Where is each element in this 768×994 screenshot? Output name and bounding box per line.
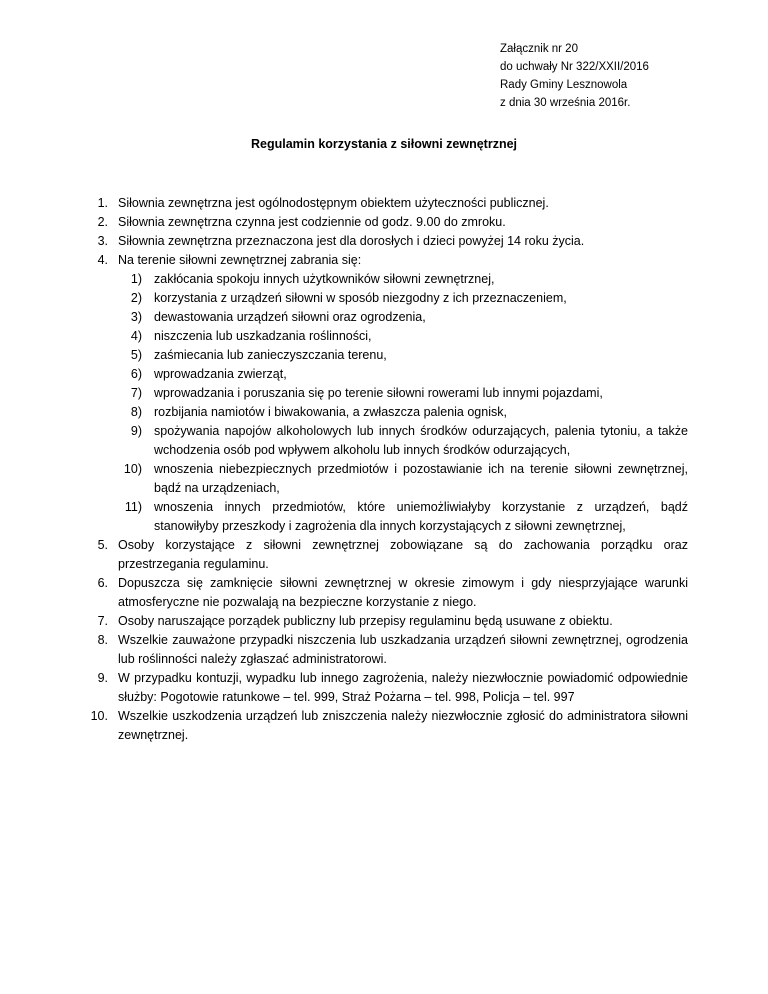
list-item <box>82 574 688 612</box>
list-item <box>82 536 688 574</box>
attachment-line: Załącznik nr 20 <box>500 43 578 55</box>
list-item <box>82 232 688 251</box>
sub-item-text: wnoszenia innych przedmiotów, które uniemożliwiałyby korzystanie z urządzeń, bądź stanowiłyby przeszkody i zagrożenia dla innych korzystających z siłowni zewnętrznej, <box>154 500 688 533</box>
item-text: Na terenie siłowni zewnętrznej zabrania się: <box>118 253 362 267</box>
list-item <box>82 707 688 745</box>
sub-item-text: korzystania z urządzeń siłowni w sposób niezgodny z ich przeznaczeniem, <box>154 291 567 305</box>
sub-item-number: 4) <box>130 329 142 343</box>
item-number: 10. <box>90 709 108 723</box>
sub-list-item <box>118 460 688 498</box>
sub-item-text: wprowadzania zwierząt, <box>154 367 287 381</box>
council-line: Rady Gminy Lesznowola <box>500 79 628 91</box>
item-number: 1. <box>97 196 108 210</box>
item-text: Siłownia zewnętrzna jest ogólnodostępnym obiektem użyteczności publicznej. <box>118 196 549 210</box>
item-number: 8. <box>97 633 108 647</box>
item-number: 6. <box>97 576 108 590</box>
item-text: Wszelkie zauważone przypadki niszczenia lub uszkadzania urządzeń siłowni zewnętrznej, ogrodzenia lub roślinności należy zgłaszać administratorowi. <box>118 633 688 666</box>
sub-item-number: 10) <box>123 462 142 476</box>
sub-item-text: rozbijania namiotów i biwakowania, a zwłaszcza palenia ognisk, <box>154 405 507 419</box>
item-number: 2. <box>97 215 108 229</box>
list-item <box>82 251 688 536</box>
sub-list-item <box>118 498 688 536</box>
sub-list-item <box>118 308 688 327</box>
list-item <box>82 194 688 213</box>
sub-list-item <box>118 289 688 308</box>
sub-item-number: 9) <box>130 424 142 438</box>
sub-item-number: 1) <box>130 272 142 286</box>
list-item <box>82 669 688 707</box>
sub-item-number: 5) <box>130 348 142 362</box>
list-item <box>82 213 688 232</box>
sub-list-item <box>118 422 688 460</box>
sub-item-number: 7) <box>130 386 142 400</box>
sub-item-number: 3) <box>130 310 142 324</box>
item-number: 7. <box>97 614 108 628</box>
sub-item-text: wnoszenia niebezpiecznych przedmiotów i pozostawianie ich na terenie siłowni zewnętrznej, bądź na urządzeniach, <box>154 462 688 495</box>
sub-item-text: wprowadzania i poruszania się po terenie siłowni rowerami lub innymi pojazdami, <box>154 386 603 400</box>
prohibitions-list <box>118 270 688 536</box>
item-text: Osoby naruszające porządek publiczny lub przepisy regulaminu będą usuwane z obiektu. <box>118 614 613 628</box>
sub-list-item <box>118 384 688 403</box>
sub-list-item <box>118 327 688 346</box>
regulations-body <box>82 194 688 745</box>
sub-item-text: zaśmiecania lub zanieczyszczania terenu, <box>154 348 387 362</box>
sub-item-text: niszczenia lub uszkadzania roślinności, <box>154 329 372 343</box>
sub-item-number: 6) <box>130 367 142 381</box>
list-item <box>82 612 688 631</box>
regulations-list <box>82 194 688 745</box>
sub-item-number: 2) <box>130 291 142 305</box>
item-number: 3. <box>97 234 108 248</box>
item-number: 5. <box>97 538 108 552</box>
item-text: Dopuszcza się zamknięcie siłowni zewnętrznej w okresie zimowym i gdy niesprzyjające warunki atmosferyczne nie pozwalają na bezpieczne korzystanie z niego. <box>118 576 688 609</box>
sub-list-item <box>118 403 688 422</box>
item-text: Wszelkie uszkodzenia urządzeń lub zniszczenia należy niezwłocznie zgłosić do administratora siłowni zewnętrznej. <box>118 709 688 742</box>
item-number: 9. <box>97 671 108 685</box>
item-text: W przypadku kontuzji, wypadku lub innego zagrożenia, należy niezwłocznie powiadomić odpowiednie służby: Pogotowie ratunkowe – tel. 999, Straż Pożarna – tel. 998, Policja – tel. 997 <box>118 671 688 704</box>
document-title: Regulamin korzystania z siłowni zewnętrznej <box>250 137 518 151</box>
list-item <box>82 631 688 669</box>
sub-item-text: zakłócania spokoju innych użytkowników siłowni zewnętrznej, <box>154 272 495 286</box>
sub-list-item <box>118 365 688 384</box>
item-number: 4. <box>97 253 108 267</box>
resolution-line: do uchwały Nr 322/XXII/2016 <box>500 61 649 73</box>
item-text: Siłownia zewnętrzna czynna jest codziennie od godz. 9.00 do zmroku. <box>118 215 506 229</box>
sub-item-text: spożywania napojów alkoholowych lub innych środków odurzających, palenia tytoniu, a także wchodzenia osób pod wpływem alkoholu lub innych środków odurzających, <box>154 424 688 457</box>
attachment-note <box>500 40 649 112</box>
sub-item-text: dewastowania urządzeń siłowni oraz ogrodzenia, <box>154 310 426 324</box>
sub-item-number: 11) <box>124 500 142 514</box>
sub-list-item <box>118 346 688 365</box>
date-line: z dnia 30 września 2016r. <box>500 97 631 109</box>
sub-list-item <box>118 270 688 289</box>
sub-item-number: 8) <box>130 405 142 419</box>
item-text: Siłownia zewnętrzna przeznaczona jest dla dorosłych i dzieci powyżej 14 roku życia. <box>118 234 585 248</box>
item-text: Osoby korzystające z siłowni zewnętrznej zobowiązane są do zachowania porządku oraz przestrzegania regulaminu. <box>118 538 688 571</box>
